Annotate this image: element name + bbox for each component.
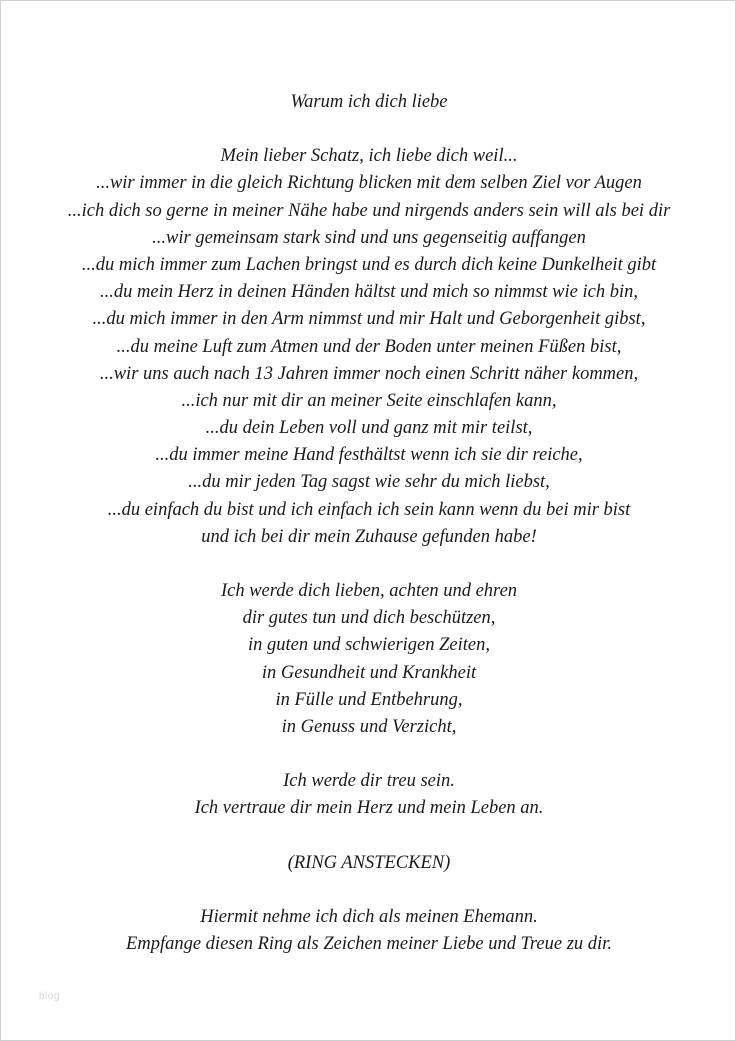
text-line: ...ich dich so gerne in meiner Nähe habe und nirgends anders sein will als bei dir — [67, 200, 671, 221]
text-line: Empfange diesen Ring als Zeichen meiner Liebe und Treue zu dir. — [126, 933, 612, 954]
text-line: ...du mein Herz in deinen Händen hältst und mich so nimmst wie ich bin, — [100, 282, 638, 303]
text-line: ...du immer meine Hand festhältst wenn ich sie dir reiche, — [155, 445, 583, 466]
stanza-promises — [1, 578, 736, 741]
stanza-ring — [1, 904, 736, 958]
text-line: ...du mich immer in den Arm nimmst und mir Halt und Geborgenheit gibst, — [92, 309, 646, 330]
vow-text — [1, 89, 736, 958]
text-line: ...du meine Luft zum Atmen und der Boden unter meinen Füßen bist, — [116, 336, 622, 357]
stanza-reasons — [1, 143, 736, 551]
stanza-gap — [1, 741, 736, 768]
text-line: ...wir uns auch nach 13 Jahren immer noch einen Schritt näher kommen, — [99, 363, 639, 384]
text-line: in guten und schwierigen Zeiten, — [247, 635, 490, 656]
stanza-gap — [1, 877, 736, 904]
text-line: Ich vertraue dir mein Herz und mein Leben an. — [194, 798, 544, 819]
text-line: ...wir immer in die gleich Richtung blicken mit dem selben Ziel vor Augen — [96, 173, 642, 194]
text-line: in Genuss und Verzicht, — [281, 716, 457, 737]
watermark: blog — [39, 991, 60, 1002]
text-line: ...du einfach du bist und ich einfach ich sein kann wenn du bei mir bist — [107, 499, 631, 520]
text-line: in Fülle und Entbehrung, — [275, 689, 463, 710]
text-line: ...ich nur mit dir an meiner Seite einschlafen kann, — [181, 390, 557, 411]
document-title: Warum ich dich liebe — [290, 92, 448, 112]
stage-direction: (RING ANSTECKEN) — [287, 852, 451, 873]
text-line: dir gutes tun und dich beschützen, — [242, 608, 496, 629]
text-line: ...wir gemeinsam stark sind und uns gegenseitig auffangen — [152, 227, 586, 248]
stanza-gap — [1, 551, 736, 578]
text-line: ...du dein Leben voll und ganz mit mir teilst, — [205, 418, 533, 439]
stanza-faithfulness — [1, 768, 736, 822]
text-line: Ich werde dich lieben, achten und ehren — [220, 581, 518, 601]
text-line: Hiermit nehme ich dich als meinen Ehemann. — [200, 906, 538, 927]
stanza-gap — [1, 823, 736, 850]
text-line: ...du mir jeden Tag sagst wie sehr du mich liebst, — [188, 472, 550, 493]
text-line: und ich bei dir mein Zuhause gefunden habe! — [201, 526, 537, 547]
text-line: Mein lieber Schatz, ich liebe dich weil... — [220, 146, 518, 167]
text-line: in Gesundheit und Krankheit — [261, 662, 477, 683]
text-line: Ich werde dir treu sein. — [283, 771, 455, 792]
text-line: ...du mich immer zum Lachen bringst und es durch dich keine Dunkelheit gibt — [81, 254, 657, 275]
